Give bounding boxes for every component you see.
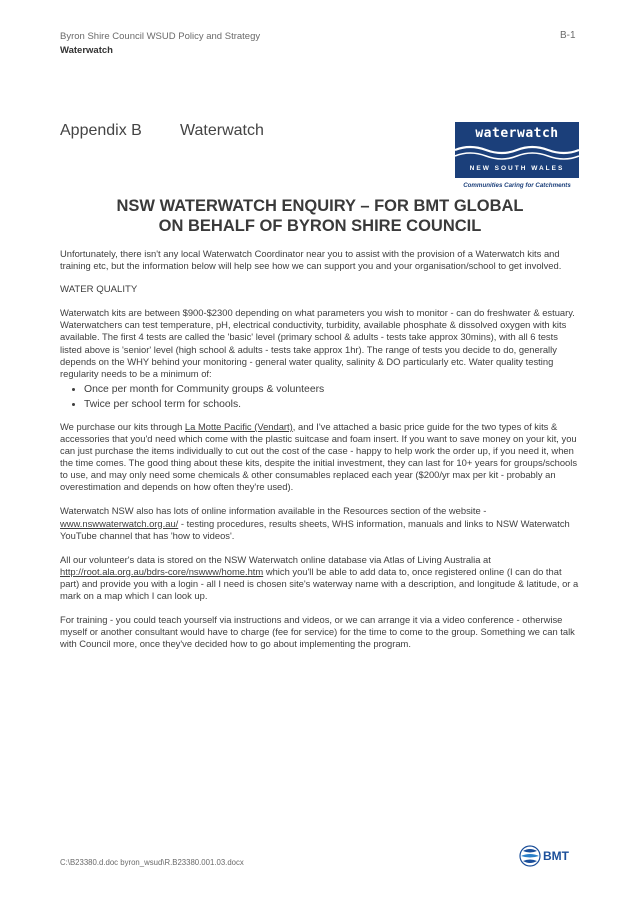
water-quality-paragraph: Waterwatch kits are between $900-$2300 depending on what parameters you wish to monitor - can do freshwater & estuary. Waterwatchers can test temperature, pH, electrical conductivity, turbidity, available phosphate & dissolved oxygen with kits available. The first 4 tests are called the 'basic' level (primary school & adults - tests take approx 30mins), with all 6 tests listed above is 'senior' level (high school & adults - tests take approx 1hr). The range of tests you decide to do, generally depends on the WHY behind your monitoring - general water quality, salinity & DO particularly etc. Water quality testing regularity needs to be a minimum of: xyxy=(60,307,575,379)
bmt-globe-icon xyxy=(519,845,541,867)
appendix-label: Appendix B xyxy=(60,122,142,139)
running-header xyxy=(60,30,260,58)
logo-region: NEW SOUTH WALES xyxy=(469,165,565,172)
logo-box xyxy=(455,122,579,178)
section-name: Waterwatch xyxy=(60,45,113,56)
list-item: • Twice per school term for schools. xyxy=(84,397,580,412)
body-content xyxy=(60,248,580,662)
database-text-start: All our volunteer's data is stored on the NSW Waterwatch online database via Atlas of Living Australia at xyxy=(60,553,491,565)
purchase-paragraph xyxy=(60,421,580,494)
waterwatch-logo xyxy=(455,122,579,189)
logo-tagline: Communities Caring for Catchments xyxy=(463,182,571,189)
title-line-2: ON BEHALF OF BYRON SHIRE COUNCIL xyxy=(158,217,482,235)
online-text-start: Waterwatch NSW also has lots of online information available in the Resources section of the website - xyxy=(60,505,487,517)
vendor-link[interactable]: La Motte Pacific (Vendart) xyxy=(184,420,293,432)
logo-wordmark: waterwatch xyxy=(475,126,559,141)
online-paragraph xyxy=(60,505,580,541)
intro-paragraph: Unfortunately, there isn't any local Waterwatch Coordinator near you to assist with the provision of a Waterwatch kits and training etc, but the information below will help see how we can support you and your organisation/school to get involved. xyxy=(60,248,562,272)
bmt-logo xyxy=(519,845,569,867)
appendix-heading xyxy=(60,122,264,140)
appendix-title: Waterwatch xyxy=(180,122,264,139)
database-link[interactable]: http://root.ala.org.au/bdrs-core/nswww/home.htm xyxy=(60,565,264,577)
database-text-end: which you'll be able to add data to, once registered online (I can do that part) and provide you with a login - all I need is chosen site's waterway name with a description, and longitude & latitude, or a mark on a map which I can look up. xyxy=(60,565,579,601)
document-title: Byron Shire Council WSUD Policy and Strategy xyxy=(60,31,261,42)
page-number: B-1 xyxy=(560,30,576,41)
database-paragraph xyxy=(60,554,580,602)
online-text-end: - testing procedures, results sheets, WHS information, manuals and links to NSW Waterwatch YouTube channel that has 'how to videos'. xyxy=(60,517,570,541)
bmt-wordmark: BMT xyxy=(543,849,569,863)
training-paragraph: For training - you could teach yourself via instructions and videos, or we can arrange it via a video conference - otherwise myself or another consultant would have to charge (fee for service) for the time to come to the group. Something we can talk with Council more, once they've decided how to go about implementing the program. xyxy=(60,614,575,650)
waterwatch-website-link[interactable]: www.nswwaterwatch.org.au/ xyxy=(60,517,179,529)
list-item: • Once per month for Community groups & volunteers xyxy=(84,382,580,397)
water-quality-heading: WATER QUALITY xyxy=(60,284,138,296)
title-line-1: NSW WATERWATCH ENQUIRY – FOR BMT GLOBAL xyxy=(116,197,524,215)
testing-frequency-list xyxy=(60,382,580,412)
wave-icon xyxy=(455,142,579,162)
document-main-title xyxy=(60,196,580,236)
footer-file-path: C:\B23380.d.doc byron_wsud\R.B23380.001.03.docx xyxy=(60,858,244,867)
purchase-text-start: We purchase our kits through xyxy=(60,420,185,432)
purchase-text-end: , and I've attached a basic price guide for the two types of kits & accessories that you'd need which come with the plastic suitcase and foam insert. If you want to save money on your kit, you can just purchase the items individually to cut out the cost of the case - happy to help work the order up, if you need it, when the time comes. The good thing about these kits, despite the initial investment, they can last for 10+ years for groups/schools to use, and may only need some chemicals & other consumables replaced each year ($200/yr max per kit - probably an overestimation and depends on how often they're used). xyxy=(60,420,578,493)
